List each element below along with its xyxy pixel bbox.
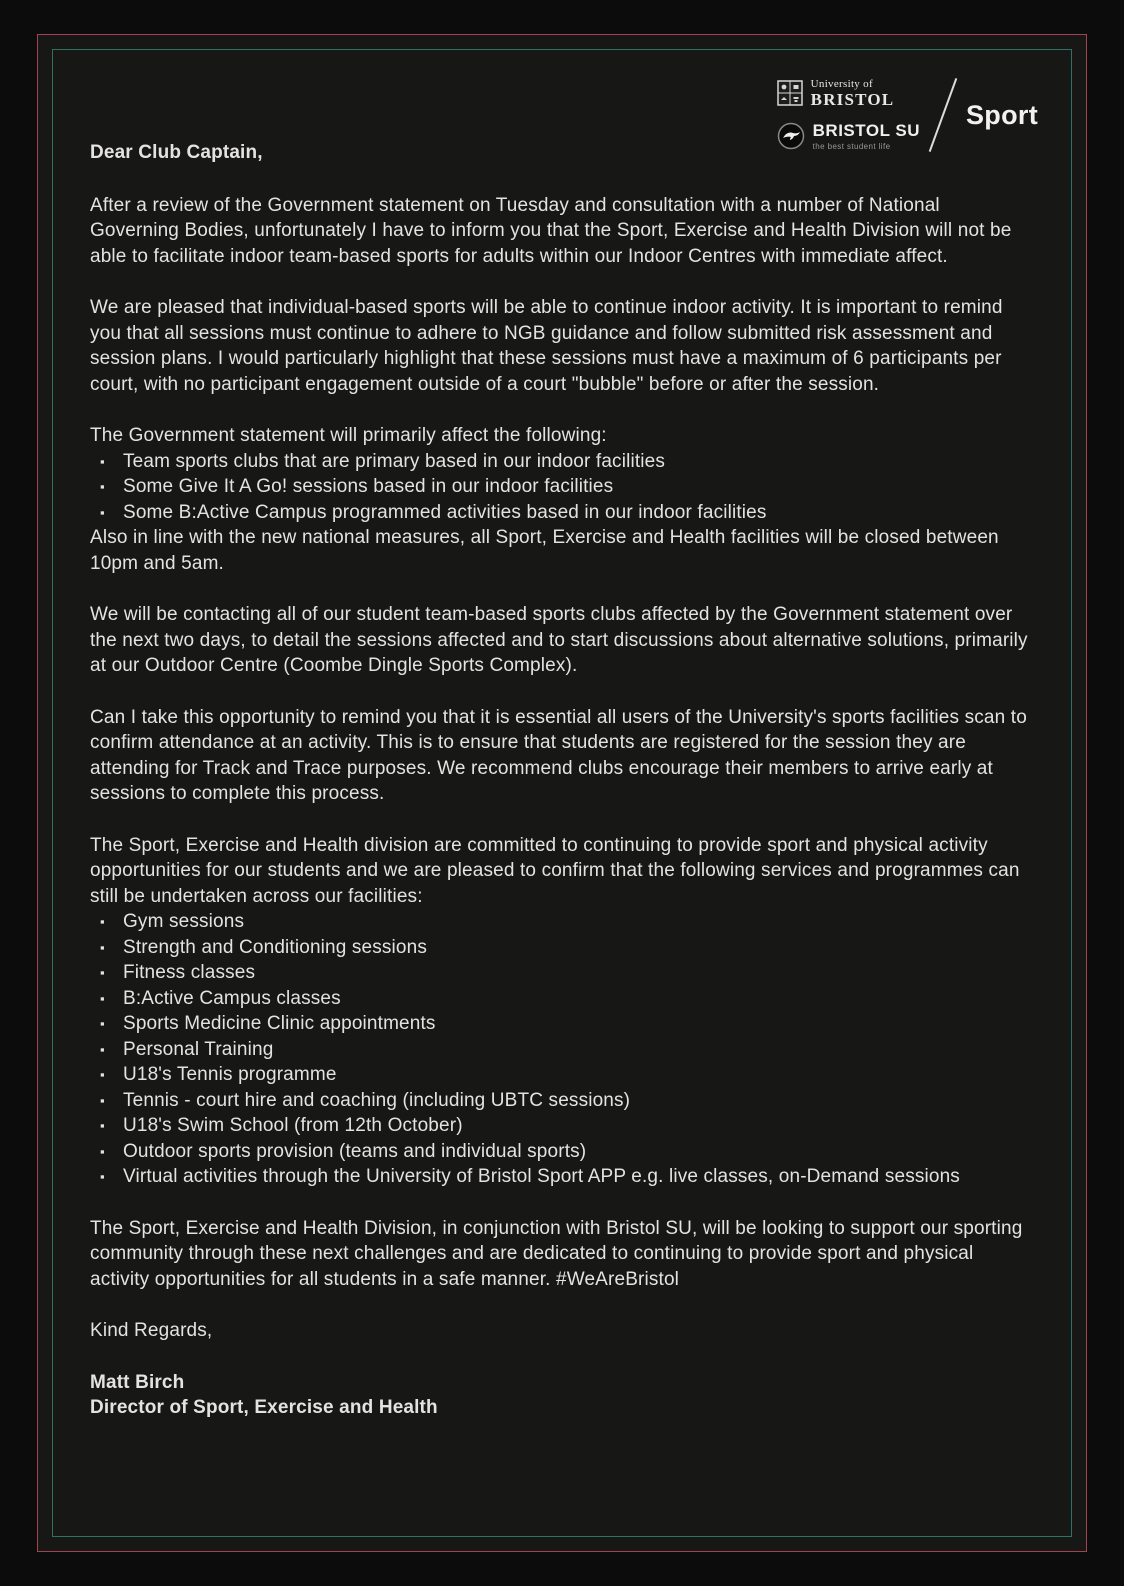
services-list	[90, 909, 1034, 1190]
paragraph-individual-sports: We are pleased that individual-based sports will be able to continue indoor activity. It is important to remind you that all sessions must continue to adhere to NGB guidance and follow submitted risk assessment and session plans. I would particularly highlight that these sessions must have a maximum of 6 participants per court, with no participant engagement outside of a court "bubble" before or after the session.	[90, 297, 1003, 395]
list-item: ▪ U18's Tennis programme	[90, 1062, 1034, 1088]
bristol-crest-icon	[777, 80, 803, 108]
list-item: ▪ Team sports clubs that are primary based in our indoor facilities	[90, 449, 1034, 475]
bristol-wordmark	[811, 79, 895, 108]
salutation: Dear Club Captain,	[90, 142, 263, 163]
uob-line2: BRISTOL	[810, 89, 895, 109]
paragraph-track-and-trace: Can I take this opportunity to remind you that it is essential all users of the University's sports facilities scan to confirm attendance at an activity. This is to ensure that students are registered for the session they are attending for Track and Trace purposes. We recommend clubs encourage their members to arrive early at sessions to complete this process.	[90, 706, 1027, 804]
list-item: ▪ Strength and Conditioning sessions	[90, 935, 1034, 961]
list-item: ▪ B:Active Campus classes	[90, 986, 1034, 1012]
signature-name: Matt Birch	[90, 1371, 185, 1393]
paragraph-government-statement: After a review of the Government statement on Tuesday and consultation with a number of National Governing Bodies, unfortunately I have to inform you that the Sport, Exercise and Health Division will not be able to facilitate indoor team-based sports for adults within our Indoor Centres with immediate affect.	[90, 194, 1012, 267]
list-item: ▪ U18's Swim School (from 12th October)	[90, 1113, 1034, 1139]
affected-list	[90, 449, 1034, 526]
closing: Kind Regards,	[90, 1320, 213, 1341]
list-item: ▪ Virtual activities through the University of Bristol Sport APP e.g. live classes, on-Demand sessions	[90, 1164, 1034, 1190]
list-item: ▪ Outdoor sports provision (teams and individual sports)	[90, 1139, 1034, 1165]
paragraph-closure-hours: Also in line with the new national measures, all Sport, Exercise and Health facilities will be closed between 10pm and 5am.	[90, 527, 999, 574]
su-name: BRISTOL SU	[812, 120, 920, 140]
signature-title: Director of Sport, Exercise and Health	[90, 1397, 438, 1418]
list-item: ▪ Gym sessions	[90, 909, 1034, 935]
sport-wordmark: Sport	[966, 99, 1038, 130]
list-item: ▪ Personal Training	[90, 1037, 1034, 1063]
paragraph-services-intro: The Sport, Exercise and Health division are committed to continuing to provide sport and physical activity opportunities for our students and we are pleased to confirm that the following services and programmes can still be undertaken across our facilities:	[90, 834, 1020, 907]
list-item: ▪ Some Give It A Go! sessions based in our indoor facilities	[90, 474, 1034, 500]
paragraph-support-statement: The Sport, Exercise and Health Division, in conjunction with Bristol SU, will be looking to support our sporting community through these next challenges and are dedicated to continuing to provide sport and physical activity opportunities for all students in a safe manner. #WeAreBristol	[90, 1217, 1023, 1290]
list-item: ▪ Fitness classes	[90, 960, 1034, 986]
list-item: ▪ Tennis - court hire and coaching (including UBTC sessions)	[90, 1088, 1034, 1114]
paragraph-contacting-clubs: We will be contacting all of our student team-based sports clubs affected by the Government statement over the next two days, to detail the sessions affected and to start discussions about alternative solutions, primarily at our Outdoor Centre (Coombe Dingle Sports Complex).	[90, 604, 1028, 676]
uob-line1: University of	[810, 78, 873, 91]
letter-body	[90, 140, 1034, 1421]
university-of-bristol-logo	[777, 79, 920, 108]
su-tagline: the best student life	[812, 141, 891, 151]
paragraph-affected-intro: The Government statement will primarily affect the following:	[90, 425, 607, 446]
list-item: ▪ Some B:Active Campus programmed activities based in our indoor facilities	[90, 500, 1034, 526]
list-item: ▪ Sports Medicine Clinic appointments	[90, 1011, 1034, 1037]
